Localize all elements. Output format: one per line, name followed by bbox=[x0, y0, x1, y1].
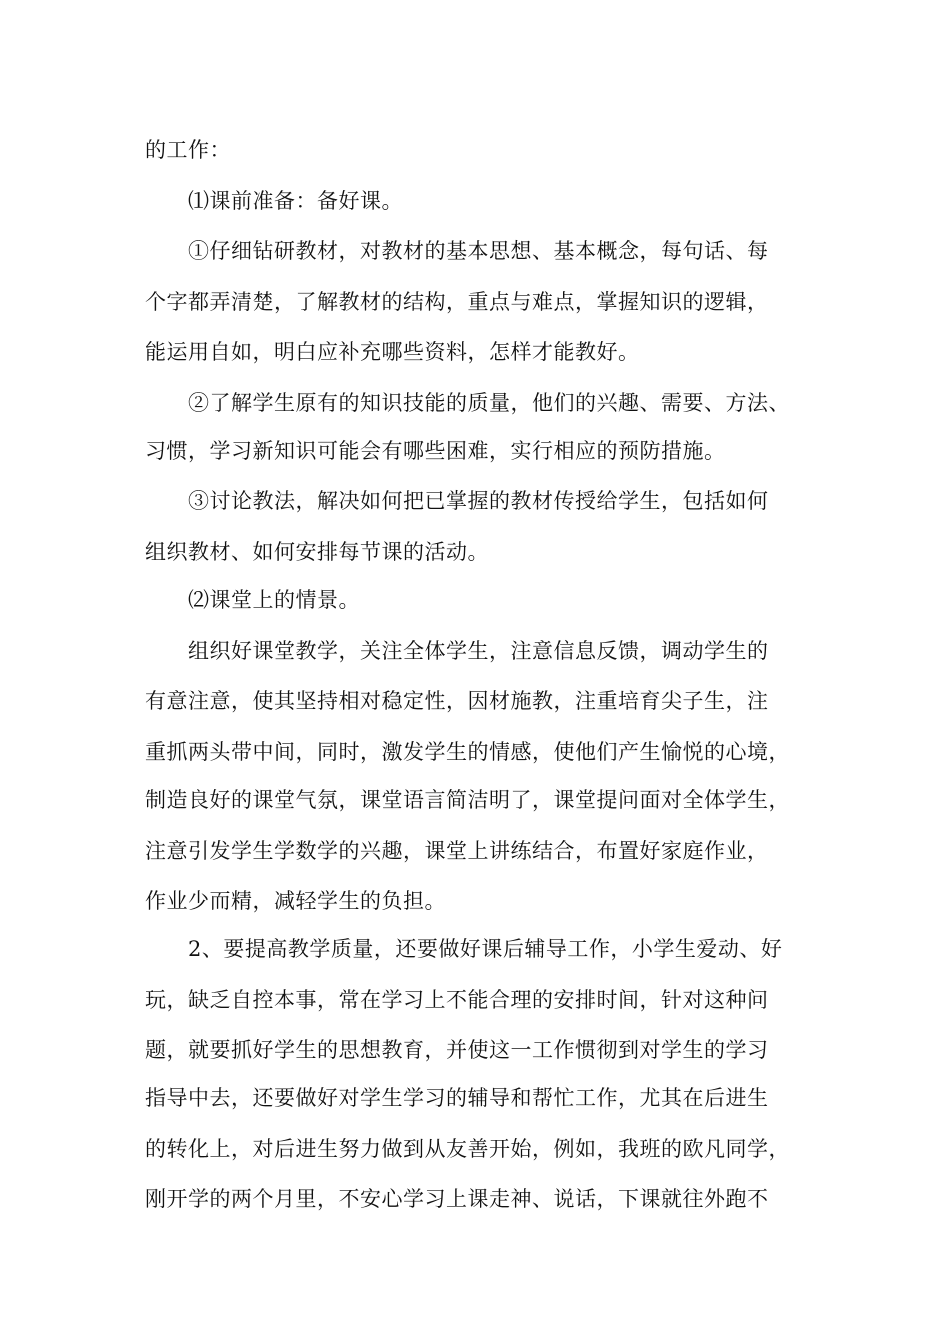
text-line: 玩，缺乏自控本事，常在学习上不能合理的安排时间，针对这种问 bbox=[145, 988, 769, 1012]
text-line: 能运用自如，明白应补充哪些资料，怎样才能教好。 bbox=[145, 340, 640, 364]
text-line: 刚开学的两个月里，不安心学习上课走神、说话，下课就往外跑不 bbox=[145, 1187, 769, 1211]
text-line: 指导中去，还要做好对学生学习的辅导和帮忙工作，尤其在后进生 bbox=[145, 1086, 769, 1110]
text-line: 的工作： bbox=[145, 138, 231, 162]
text-line: 制造良好的课堂气氛，课堂语言简洁明了，课堂提问面对全体学生， bbox=[145, 788, 790, 812]
section-heading: ⑵课堂上的情景。 bbox=[188, 588, 360, 612]
text-line: ①仔细钻研教材，对教材的基本思想、基本概念，每句话、每 bbox=[188, 239, 769, 263]
text-line: 2、要提高教学质量，还要做好课后辅导工作，小学生爱动、好 bbox=[188, 937, 783, 961]
text-line: 组织好课堂教学，关注全体学生，注意信息反馈，调动学生的 bbox=[188, 639, 769, 663]
text-line: 题，就要抓好学生的思想教育，并使这一工作惯彻到对学生的学习 bbox=[145, 1038, 769, 1062]
text-line: 个字都弄清楚，了解教材的结构，重点与难点，掌握知识的逻辑， bbox=[145, 290, 769, 314]
text-line: ③讨论教法，解决如何把已掌握的教材传授给学生，包括如何 bbox=[188, 489, 769, 513]
text-line: 的转化上，对后进生努力做到从友善开始，例如，我班的欧凡同学， bbox=[145, 1137, 790, 1161]
text-line: 注意引发学生学数学的兴趣，课堂上讲练结合，布置好家庭作业， bbox=[145, 839, 769, 863]
section-heading: ⑴课前准备：备好课。 bbox=[188, 189, 403, 213]
text-line: ②了解学生原有的知识技能的质量，他们的兴趣、需要、方法、 bbox=[188, 391, 790, 415]
text-line: 有意注意，使其坚持相对稳定性，因材施教，注重培育尖子生，注 bbox=[145, 689, 769, 713]
text-line: 作业少而精，减轻学生的负担。 bbox=[145, 889, 446, 913]
text-line: 重抓两头带中间，同时，激发学生的情感，使他们产生愉悦的心境， bbox=[145, 740, 790, 764]
text-line: 习惯，学习新知识可能会有哪些困难，实行相应的预防措施。 bbox=[145, 439, 726, 463]
text-line: 组织教材、如何安排每节课的活动。 bbox=[145, 540, 489, 564]
